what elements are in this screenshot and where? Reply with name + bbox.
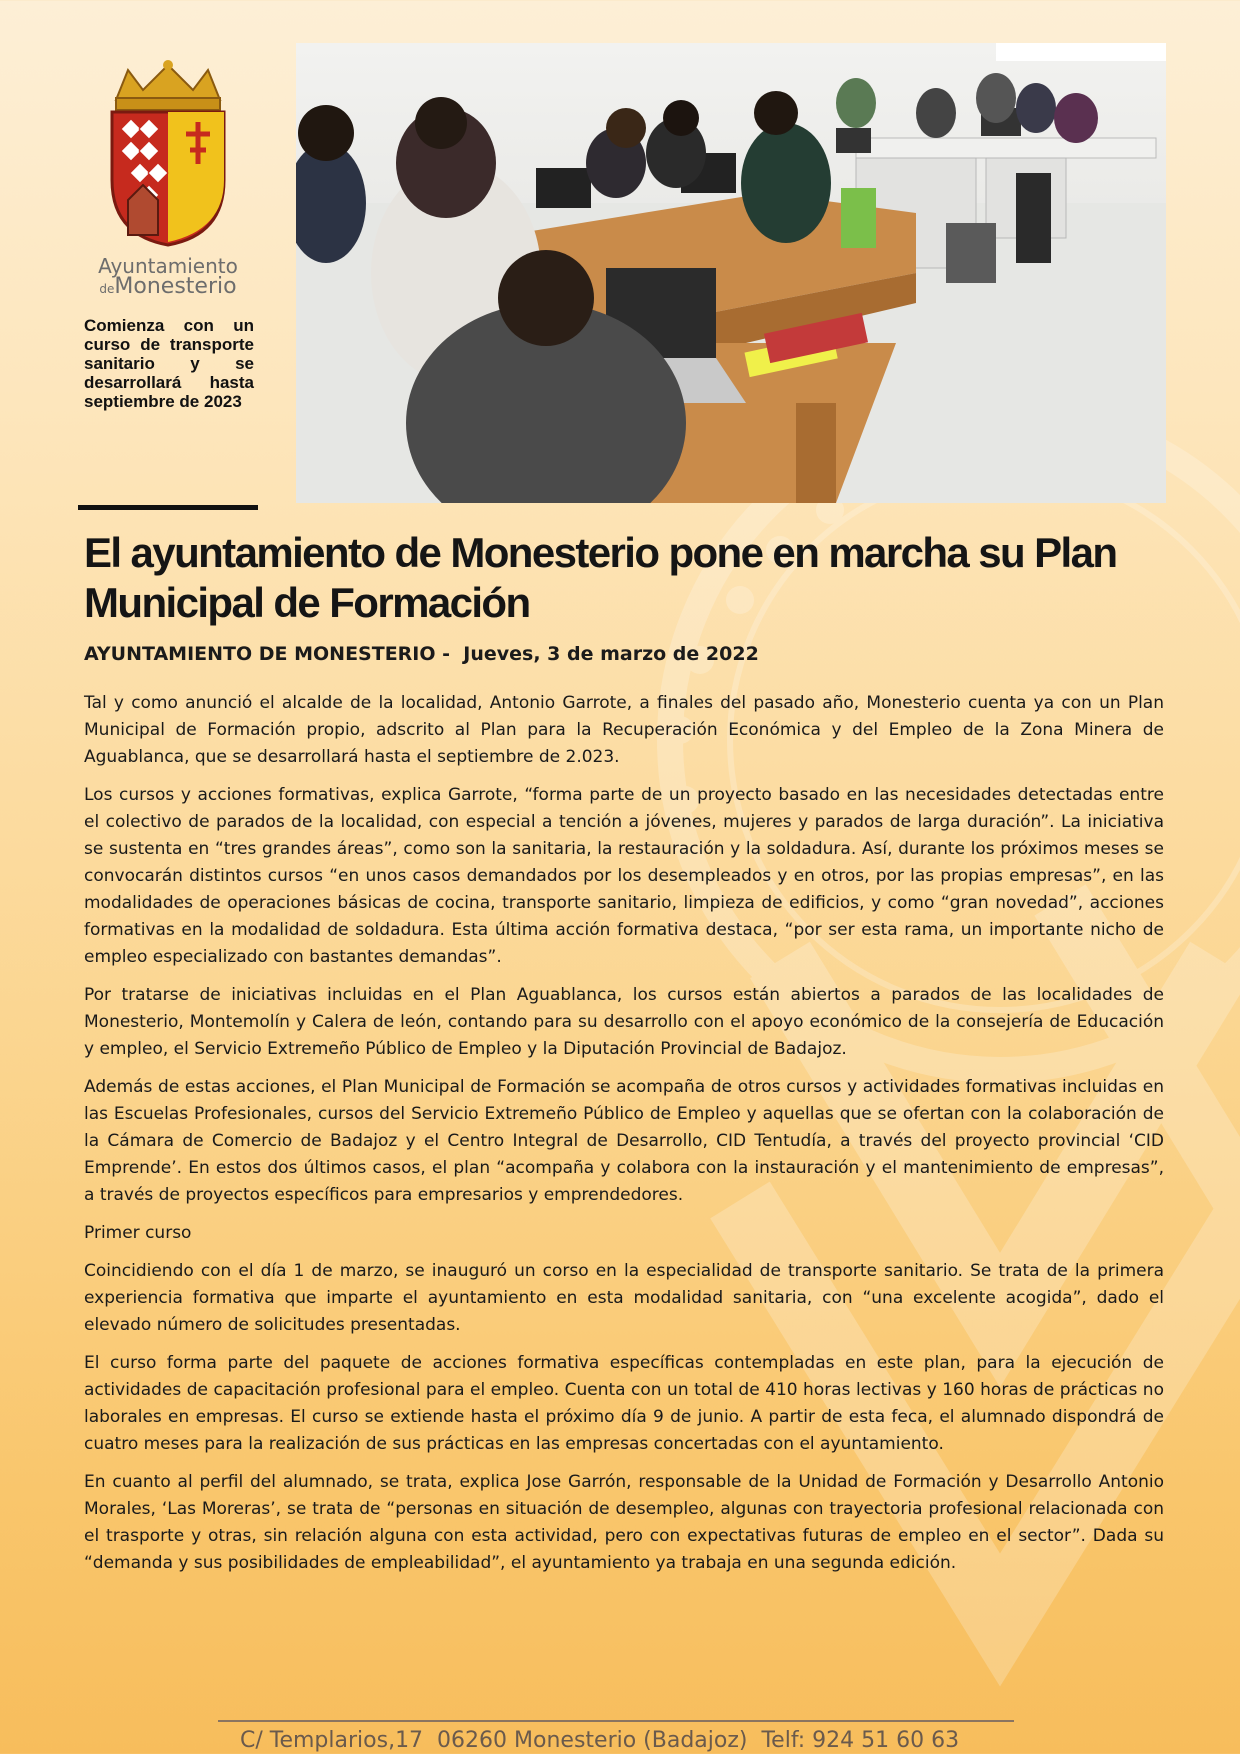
- footer-address: C/ Templarios,17 06260 Monesterio (Badajoz) Telf: 924 51 60 63: [240, 1728, 960, 1753]
- side-caption: Comienza con un curso de transporte sanitario y se desarrollará hasta septiembre de 2023: [84, 316, 254, 411]
- footer-rule: [218, 1720, 1014, 1722]
- logo-line-2: [88, 276, 248, 298]
- logo-line-2-prefix: de: [99, 282, 115, 296]
- headline: El ayuntamiento de Monesterio pone en marcha su Plan Municipal de Formación: [84, 529, 1117, 626]
- municipal-logo: [88, 60, 248, 310]
- byline: AYUNTAMIENTO DE MONESTERIO - Jueves, 3 de marzo de 2022: [84, 643, 759, 665]
- article-body: [84, 690, 1164, 1588]
- paragraph-4: Además de estas acciones, el Plan Municipal de Formación se acompaña de otros cursos y actividades formativas incluidas en las Escuelas Profesionales, cursos del Servicio Extremeño Público de Empleo y aquellas que se ofertan con la colaboración de la Cámara de Comercio de Badajoz y el Centro Integral de Desarrollo, CID Tentudía, a través del proyecto provincial ‘CID Emprende’. En estos dos últimos casos, el plan “acompaña y colabora con la instauración y el mantenimiento de empresas”, a través de proyectos específicos para empresarios y emprendedores.: [84, 1077, 1164, 1205]
- paragraph-3: Por tratarse de iniciativas incluidas en el Plan Aguablanca, los cursos están abiertos a parados de las localidades de Monesterio, Montemolín y Calera de león, contando para su desarrollo con el apoyo económico de la consejería de Educación y empleo, el Servicio Extremeño Público de Empleo y la Diputación Provincial de Badajoz.: [84, 985, 1164, 1059]
- subheading: Primer curso: [84, 1223, 192, 1243]
- paragraph-6: El curso forma parte del paquete de acciones formativa específicas contempladas en este plan, para la ejecución de actividades de capacitación profesional para el empleo. Cuenta con un total de 410 horas lectivas y 160 horas de prácticas no laborales en empresas. El curso se extiende hasta el próximo día 9 de junio. A partir de esta feca, el alumnado dispondrá de cuatro meses para la realización de sus prácticas en las empresas concertadas con el ayuntamiento.: [84, 1353, 1164, 1454]
- classroom-photo: [296, 43, 1166, 503]
- logo-line-2-name: Monesterio: [114, 274, 237, 299]
- coat-of-arms-icon: [98, 60, 238, 250]
- paragraph-5: Coincidiendo con el día 1 de marzo, se inauguró un corso en la especialidad de transporte sanitario. Se trata de la primera experiencia formativa que imparte el ayuntamiento en esta modalidad sanitaria, con “una excelente acogida”, dado el elevado número de solicitudes presentadas.: [84, 1261, 1164, 1335]
- paragraph-2: Los cursos y acciones formativas, explica Garrote, “forma parte de un proyecto basado en las necesidades detectadas entre el colectivo de parados de la localidad, con especial a tención a jóvenes, mujeres y parados de larga duración”. La iniciativa se sustenta en “tres grandes áreas”, como son la sanitaria, la restauración y la soldadura. Así, durante los próximos meses se convocarán distintos cursos “en unos casos demandados por los desempleados y en otros, por las propias empresas”, en las modalidades de operaciones básicas de cocina, transporte sanitario, limpieza de edificios, y como “gran novedad”, acciones formativas en la modalidad de soldadura. Esta última acción formativa destaca, “por ser esta rama, un importante nicho de empleo especializado con bastantes demandas”.: [84, 785, 1164, 967]
- paragraph-7: En cuanto al perfil del alumnado, se trata, explica Jose Garrón, responsable de la Unidad de Formación y Desarrollo Antonio Morales, ‘Las Moreras’, se trata de “personas en situación de desempleo, algunas con trayectoria profesional relacionada con el trasporte y otras, sin relación alguna con esta actividad, pero con expectativas futuras de empleo en el sector”. Dada su “demanda y sus posibilidades de empleabilidad”, el ayuntamiento ya trabaja en una segunda edición.: [84, 1472, 1164, 1573]
- paragraph-1: Tal y como anunció el alcalde de la localidad, Antonio Garrote, a finales del pasado año, Monesterio cuenta ya con un Plan Municipal de Formación propio, adscrito al Plan para la Recuperación Económica y del Empleo de la Zona Minera de Aguablanca, que se desarrollará hasta el septiembre de 2.023.: [84, 693, 1164, 767]
- headline-rule: [78, 505, 258, 510]
- logo-line-1: Ayuntamiento: [98, 254, 238, 278]
